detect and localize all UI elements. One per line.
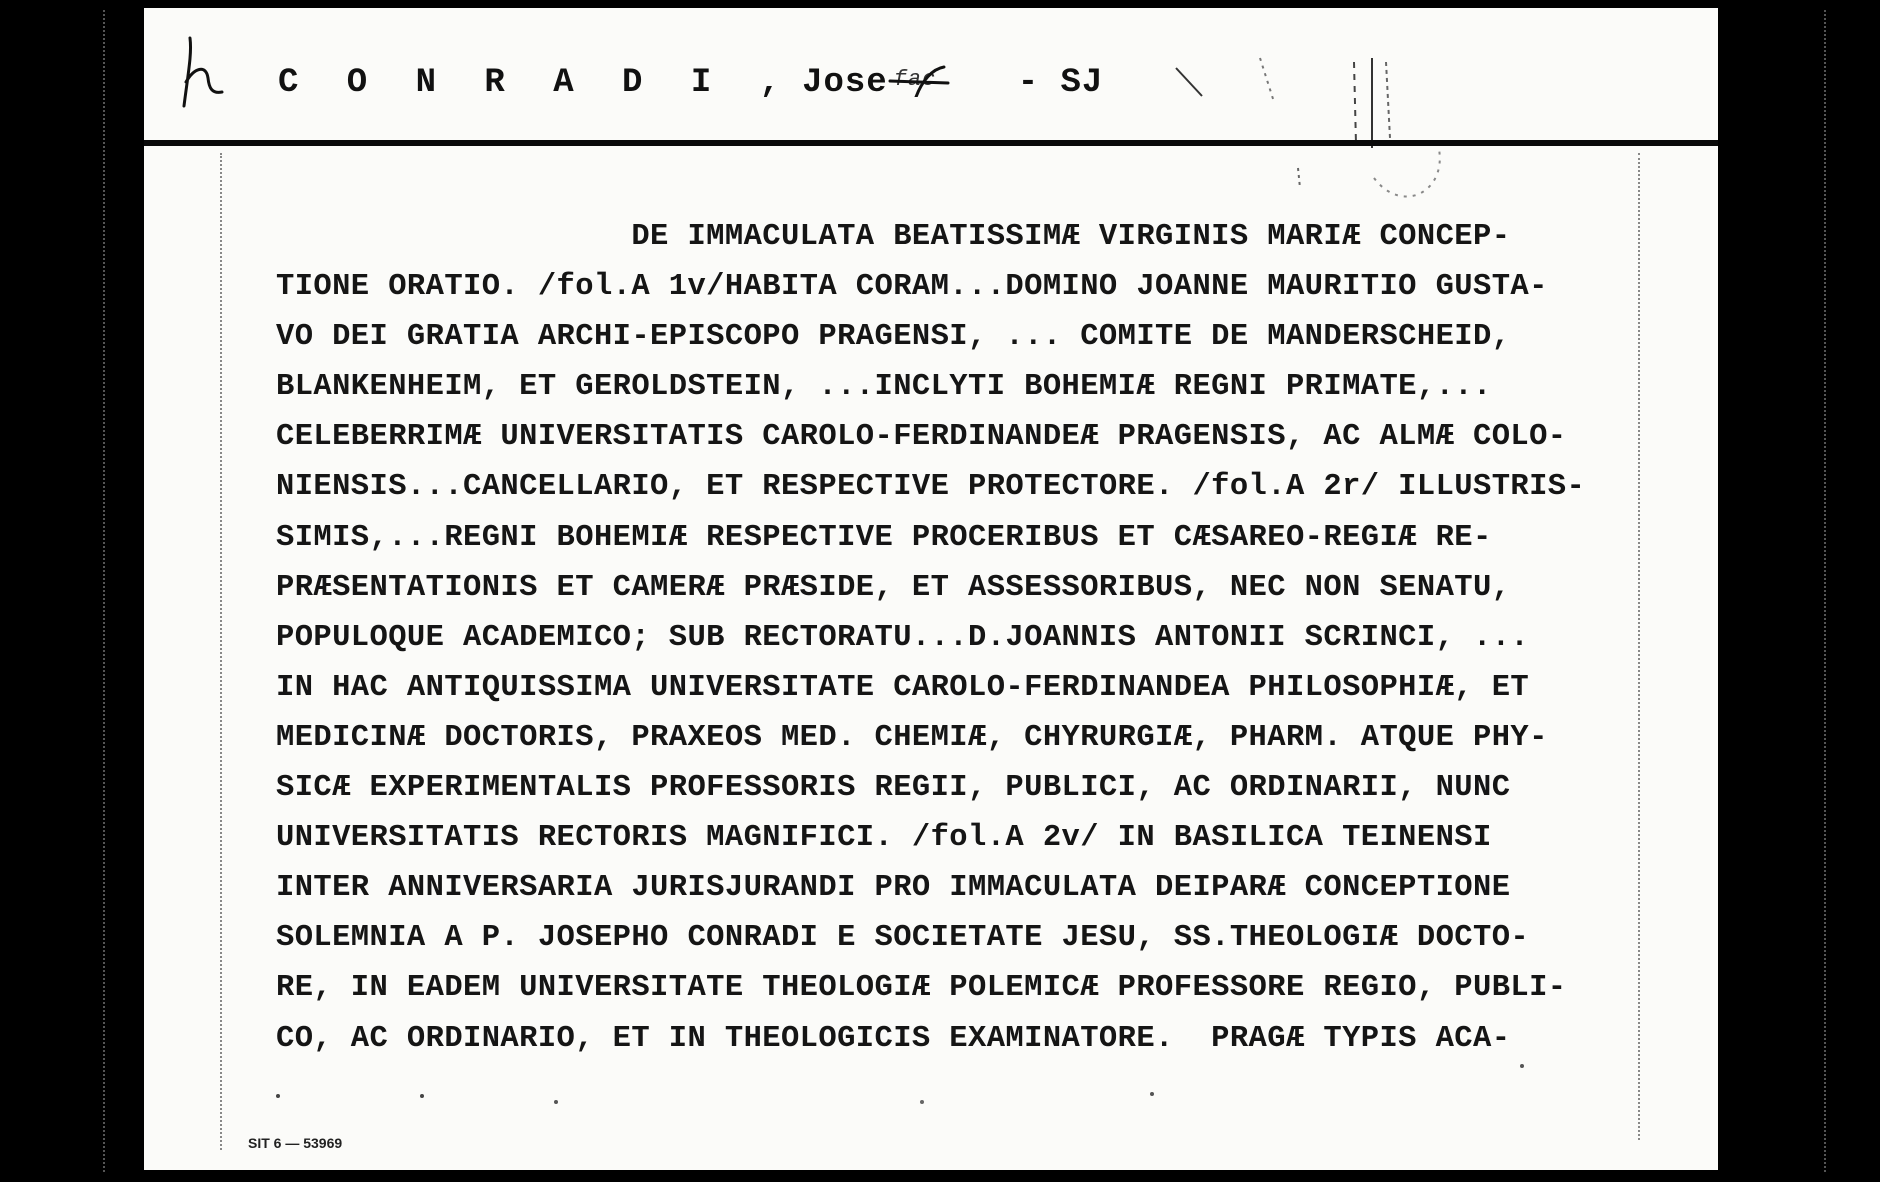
card-title [278,64,1103,102]
text-line: TIONE ORATIO. /fol.A 1v/HABITA CORAM...DOMINO JOANNE MAURITIO GUSTA- [276,270,1548,305]
faint-stamp-marks [1174,18,1494,208]
text-line: CO, AC ORDINARIO, ET IN THEOLOGICIS EXAMINATORE. PRAGÆ TYPIS ACA- [276,1021,1511,1056]
text-line: NIENSIS...CANCELLARIO, ET RESPECTIVE PROTECTORE. /fol.A 2r/ ILLUSTRIS- [276,470,1586,505]
text-line: POPULOQUE ACADEMICO; SUB RECTORATU...D.JOANNIS ANTONII SCRINCI, ... [276,620,1530,655]
header-divider [144,140,1718,146]
text-line: RE, IN EADEM UNIVERSITATE THEOLOGIÆ POLEMICÆ PROFESSORE REGIO, PUBLI- [276,971,1567,1006]
catalog-code: SIT 6 — 53969 [248,1135,343,1151]
author-given-name: Jose [802,64,888,102]
handwritten-initial [178,34,228,114]
author-surname: C O N R A D I , [278,64,795,102]
text-line: SIMIS,...REGNI BOHEMIÆ RESPECTIVE PROCERIBUS ET CÆSAREO-REGIÆ RE- [276,520,1492,555]
text-line: UNIVERSITATIS RECTORIS MAGNIFICI. /fol.A 2v/ IN BASILICA TEINENSI [276,821,1492,856]
left-margin-rule [220,153,222,1150]
text-line: MEDICINÆ DOCTORIS, PRAXEOS MED. CHEMIÆ, CHYRURGIÆ, PHARM. ATQUE PHY- [276,720,1548,755]
text-line: INTER ANNIVERSARIA JURISJURANDI PRO IMMACULATA DEIPARÆ CONCEPTIONE [276,871,1511,906]
text-line: BLANKENHEIM, ET GEROLDSTEIN, ...INCLYTI BOHEMIÆ REGNI PRIMATE,... [276,370,1492,405]
card-header [144,8,1718,141]
text-line: SICÆ EXPERIMENTALIS PROFESSORIS REGII, PUBLICI, AC ORDINARII, NUNC [276,771,1511,806]
text-line: IN HAC ANTIQUISSIMA UNIVERSITATE CAROLO-FERDINANDEA PHILOSOPHIÆ, ET [276,670,1530,705]
struck-through-text [888,67,978,97]
text-line: DE IMMACULATA BEATISSIMÆ VIRGINIS MARIÆ CONCEP- [276,220,1511,254]
text-line: VO DEI GRATIA ARCHI-EPISCOPO PRAGENSI, ... COMITE DE MANDERSCHEID, [276,320,1511,355]
religious-order: - SJ [1017,64,1104,102]
right-frame-edge [1824,10,1826,1172]
text-line: PRÆSENTATIONIS ET CAMERÆ PRÆSIDE, ET ASSESSORIBUS, NEC NON SENATU, [276,570,1511,605]
entry-text [276,212,1646,1064]
left-frame-edge [103,10,105,1172]
struck-text: fac [893,67,937,93]
catalog-card [144,8,1718,1170]
text-line: SOLEMNIA A P. JOSEPHO CONRADI E SOCIETATE JESU, SS.THEOLOGIÆ DOCTO- [276,921,1530,956]
text-line: CELEBERRIMÆ UNIVERSITATIS CAROLO-FERDINANDEÆ PRAGENSIS, AC ALMÆ COLO- [276,420,1567,455]
